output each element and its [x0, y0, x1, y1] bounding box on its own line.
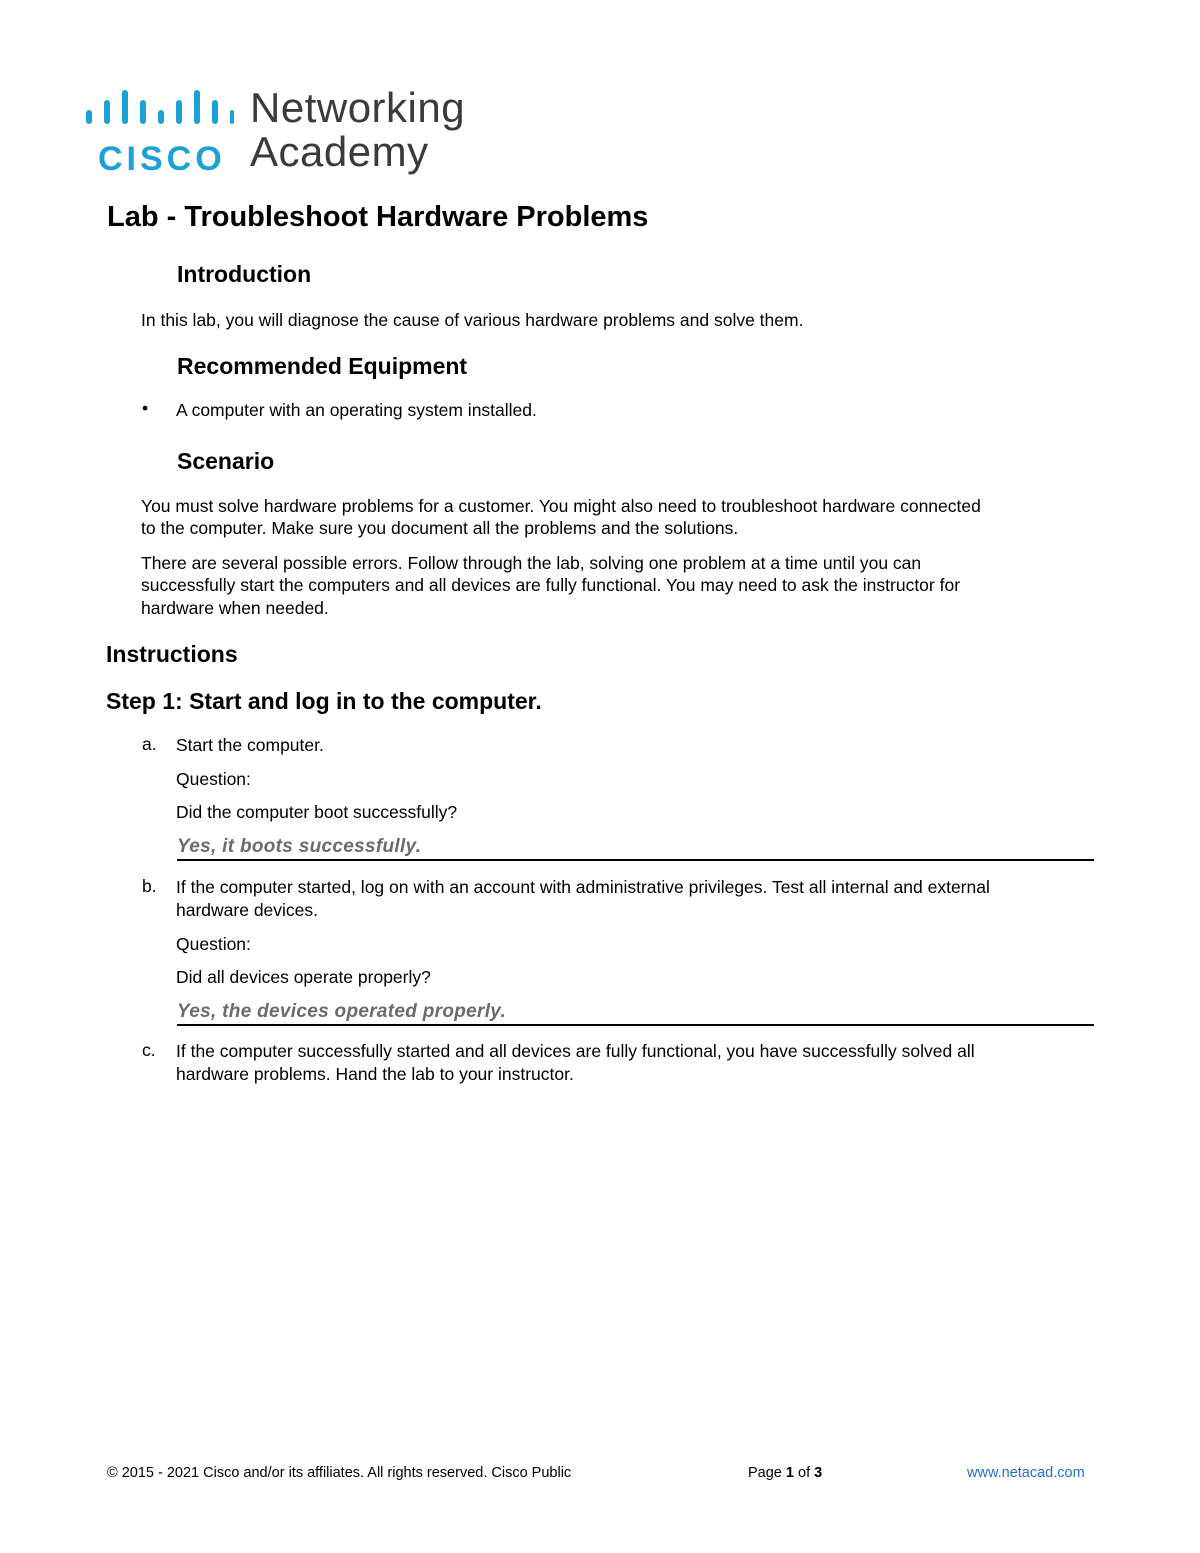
bullet-icon: •	[142, 398, 149, 418]
step-a-label: a.	[142, 734, 157, 754]
equipment-item: A computer with an operating system installed.	[176, 400, 537, 420]
answer-divider	[177, 859, 1094, 861]
step-b-label: b.	[142, 876, 157, 896]
equipment-heading: Recommended Equipment	[177, 353, 468, 379]
cisco-bars-icon	[84, 88, 234, 136]
page-of: of	[798, 1465, 811, 1481]
step-b-line-1: If the computer started, log on with an account with administrative privileges. Test all internal and external	[176, 877, 990, 897]
cisco-networking-academy-logo	[84, 84, 484, 180]
scenario-paragraph-1-line-2: to the computer. Make sure you document all the problems and the solutions.	[141, 518, 739, 538]
step-a-question: Did the computer boot successfully?	[176, 802, 458, 822]
page-title: Lab - Troubleshoot Hardware Problems	[107, 201, 649, 233]
scenario-heading: Scenario	[177, 448, 275, 474]
footer-copyright: © 2015 - 2021 Cisco and/or its affiliates. All rights reserved. Cisco Public	[107, 1465, 572, 1481]
cisco-wordmark: CISCO	[98, 140, 226, 178]
answer-divider	[177, 1024, 1094, 1026]
page-total: 3	[814, 1465, 823, 1481]
introduction-text: In this lab, you will diagnose the cause of various hardware problems and solve them.	[141, 310, 804, 330]
page-prefix: Page	[748, 1465, 782, 1481]
logo-academy-text: Academy	[250, 128, 429, 175]
footer-page-number	[748, 1465, 822, 1481]
step-c-line-1: If the computer successfully started and all devices are fully functional, you have successfully solved all	[176, 1041, 975, 1061]
scenario-paragraph-2-line-2: successfully start the computers and all devices are fully functional. You may need to ask the instructor for	[141, 575, 961, 595]
scenario-paragraph-2-line-1: There are several possible errors. Follow through the lab, solving one problem at a time until you can	[141, 553, 922, 573]
scenario-paragraph-2-line-3: hardware when needed.	[141, 598, 329, 618]
step-b-question-label: Question:	[176, 934, 251, 954]
step-b-answer: Yes, the devices operated properly.	[177, 1001, 507, 1022]
step-1-heading: Step 1: Start and log in to the computer.	[106, 688, 542, 714]
step-c-label: c.	[142, 1040, 156, 1060]
scenario-paragraph-1-line-1: You must solve hardware problems for a customer. You might also need to troubleshoot hardware connected	[141, 496, 981, 516]
logo-networking-text: Networking	[250, 84, 466, 131]
netacad-link[interactable]: www.netacad.com	[967, 1465, 1085, 1481]
step-a-text: Start the computer.	[176, 735, 324, 755]
step-a-question-label: Question:	[176, 769, 251, 789]
step-b-question: Did all devices operate properly?	[176, 967, 431, 987]
instructions-heading: Instructions	[106, 641, 238, 667]
step-c-line-2: hardware problems. Hand the lab to your instructor.	[176, 1064, 574, 1084]
step-a-answer: Yes, it boots successfully.	[177, 836, 422, 857]
page-current: 1	[785, 1465, 794, 1481]
footer-url-container	[967, 1465, 1085, 1481]
step-b-line-2: hardware devices.	[176, 900, 319, 920]
introduction-heading: Introduction	[177, 261, 312, 287]
